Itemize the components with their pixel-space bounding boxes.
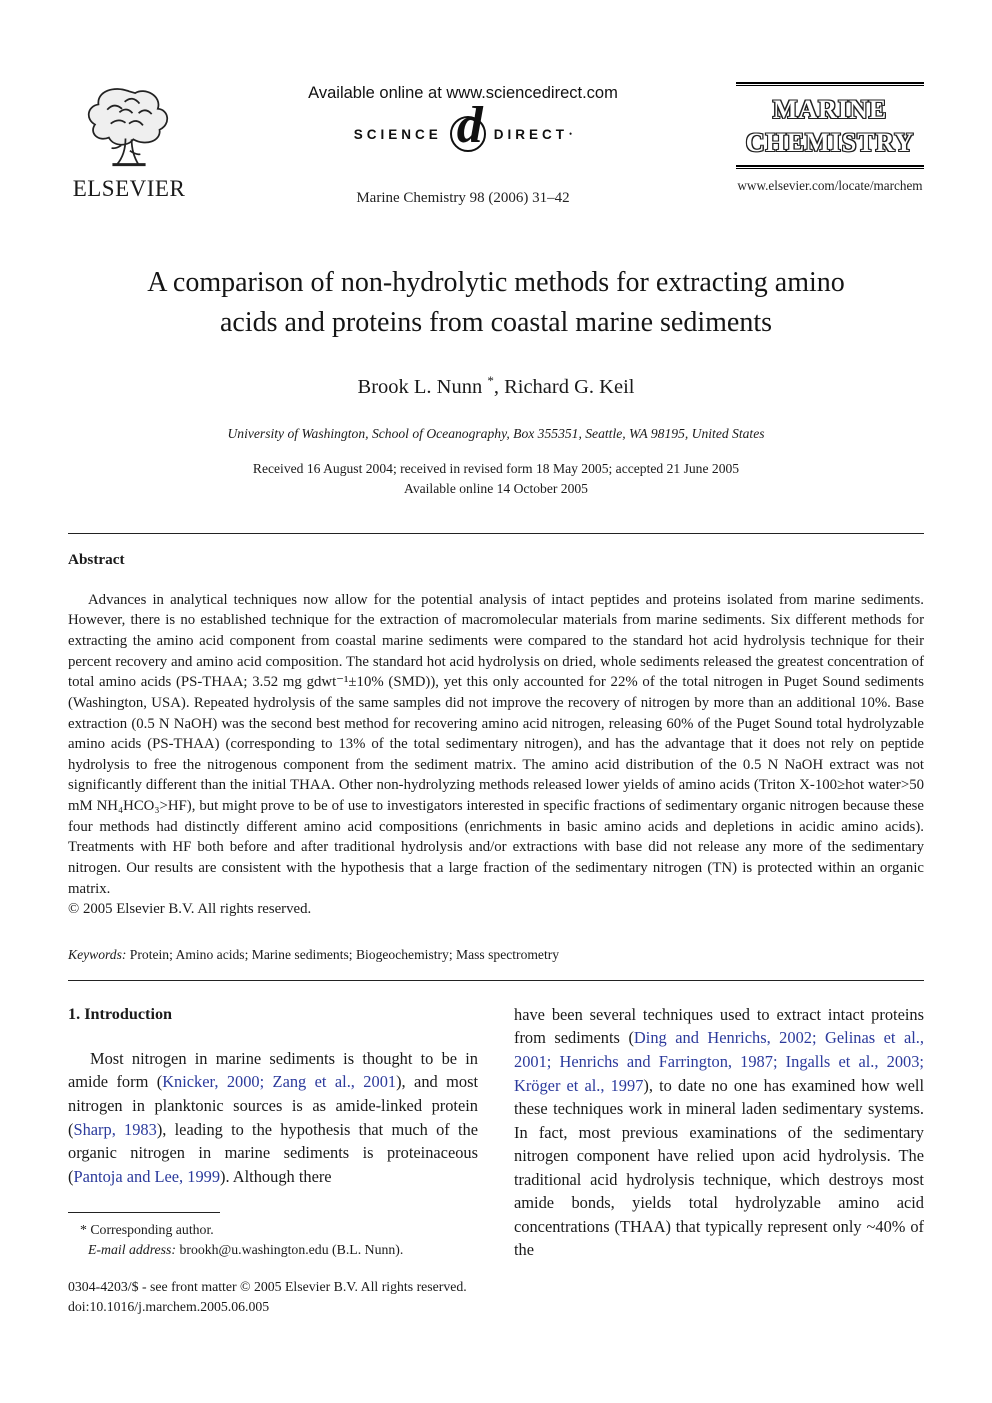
right-column [514,1002,924,1262]
citation-link[interactable]: Knicker, 2000; Zang et al., 2001 [162,1072,397,1092]
intro-heading: 1. Introduction [68,1004,173,1023]
journal-logo-title [736,94,924,159]
left-column [68,1002,478,1262]
email-address-line [68,1240,478,1260]
article-history [68,459,924,500]
citation-link[interactable]: Pantoja and Lee, 1999 [73,1166,221,1186]
journal-logo [736,82,924,194]
email-label: E-mail address: [88,1241,177,1257]
journal-logo-rule-bottom [736,165,924,169]
keywords-line [68,947,924,963]
text-run: ), to date no one has examined how well these techniques work in mineral laden sedimentary systems. In fact, most previous examinations of the sedimentary nitrogen component have relied upon acid hydrolysis. The traditional acid hydrolysis technique, which destroys most amide bonds, yields total hydrolyzable amino acid concentrations (THAA) that typically represent only ~40% of the [514,1075,924,1260]
intro-right-paragraph [514,1003,924,1262]
author-names-pre: Brook L. Nunn [357,375,483,398]
corresponding-author-note: * Corresponding author. [80,1221,214,1237]
body-columns [68,1002,924,1262]
abstract-paragraph: Advances in analytical techniques now allow for the potential analysis of intact peptides and proteins isolated from marine sediments. However, there is no established technique for the extraction of macromolecular materials from marine sediments. Six different methods for extracting the amino acid component from coastal marine sediments were compared to the standard hot acid hydrolysis technique for their percent recovery and amino acid composition. The standard hot acid hydrolysis on dried, whole sediments released the greatest concentration of total amino acids (PS-THAA; 3.52 mg gdwt⁻¹±10% (SMD)), yet this only accounted for 22% of the total nitrogen in Puget Sound sediments (Washington, USA). Repeated hydrolysis of the same samples did not improve the recovery of nitrogen by more than an additional 10%. Base extraction (0.5 N NaOH) was the second best method for recovering amino acid nitrogen, releasing 60% of the Puget Sound total hydrolyzable amino acids (PS-THAA) (corresponding to 13% of the total sedimentary nitrogen), and has the advantage that it does not rely on peptide hydrolysis to free the nitrogenous component from the sediment matrix. The amino acid distribution of the 0.5 N NaOH extract was not significantly different than the initial THAA. Other non-hydrolyzing methods released lower yields of amino acids (Triton X-100≥hot water>50 mM NH₄HCO₃>HF), but might prove to be of use to investigators interested in specific fractions of sedimentary organic nitrogen because these four methods had distinctly different amino acid compositions (enrichments in basic amino acids and depletions in acidic amino acids). Treatments with HF both before and after traditional hydrolysis and/or extractions with base did not release any more of the sedimentary nitrogen. Our results are consistent with the hypothesis that a large fraction of the sedimentary nitrogen (TN) is protected within an organic matrix. [68,591,924,897]
direct-word: DIRECT [493,126,569,142]
email-value: brookh@u.washington.edu (B.L. Nunn). [176,1241,404,1257]
authors-line [68,373,924,399]
journal-logo-line2: CHEMISTRY [745,127,915,157]
divider-above-body [68,980,924,981]
header-center [190,82,736,207]
article-title [68,263,924,343]
imprint-footer [68,1277,924,1318]
direct-trademark-dot: • [569,129,573,139]
elsevier-tree-icon [81,82,177,174]
abstract-heading: Abstract [68,550,125,568]
article-title-line2: acids and proteins from coastal marine sediments [219,307,773,339]
available-online-text: Available online at www.sciencedirect.com [308,84,618,102]
page-header [68,82,924,207]
divider-above-abstract [68,533,924,534]
sciencedirect-logo [190,97,736,154]
doi-line: doi:10.1016/j.marchem.2005.06.005 [68,1299,270,1315]
text-run: ), and most nitrogen in planktonic sources is as amide-linked protein ( [68,1072,478,1139]
text-run: have been several techniques used to extract intact proteins from sediments ( [514,1004,924,1048]
intro-left-paragraph [68,1047,478,1188]
journal-logo-line1: MARINE [772,95,888,124]
text-run: ). Although there [220,1166,332,1186]
copyright-line: © 2005 Elsevier B.V. All rights reserved. [68,901,312,918]
journal-url: www.elsevier.com/locate/marchem [737,178,923,193]
journal-logo-rule-top [736,82,924,86]
affiliation: University of Washington, School of Oceanography, Box 355351, Seattle, WA 98195, United States [227,425,765,441]
citation-link[interactable]: Ding and Henrichs, 2002; Gelinas et al., 2001; Henrichs and Farrington, 1987; Ingalls et al., 2003; Kröger et al., 1997 [514,1028,924,1095]
sciencedirect-d-icon: d [450,116,486,152]
text-run: Most nitrogen in marine sediments is thought to be in amide form ( [68,1048,478,1092]
author-asterisk: * [487,373,494,389]
received-dates: Received 16 August 2004; received in revised form 18 May 2005; accepted 21 June 2005 [252,460,740,476]
author-footnote [68,1212,478,1262]
author-names-post: , Richard G. Keil [493,375,635,398]
citation-link[interactable]: Sharp, 1983 [73,1119,157,1139]
journal-citation: Marine Chemistry 98 (2006) 31–42 [356,190,570,206]
keywords-label: Keywords: [68,946,127,962]
science-word: SCIENCE [353,126,442,142]
available-online-date: Available online 14 October 2005 [404,481,588,497]
article-title-line1: A comparison of non-hydrolytic methods for extracting amino [147,267,845,298]
elsevier-logo [68,82,190,202]
text-run: ), leading to the hypothesis that much of the organic nitrogen in marine sediments is proteinaceous ( [68,1119,479,1186]
keywords-text: Protein; Amino acids; Marine sediments; Biogeochemistry; Mass spectrometry [126,946,560,962]
footnote-rule [68,1212,220,1213]
elsevier-wordmark: ELSEVIER [72,176,186,201]
issn-line: 0304-4203/$ - see front matter © 2005 Elsevier B.V. All rights reserved. [68,1278,467,1294]
